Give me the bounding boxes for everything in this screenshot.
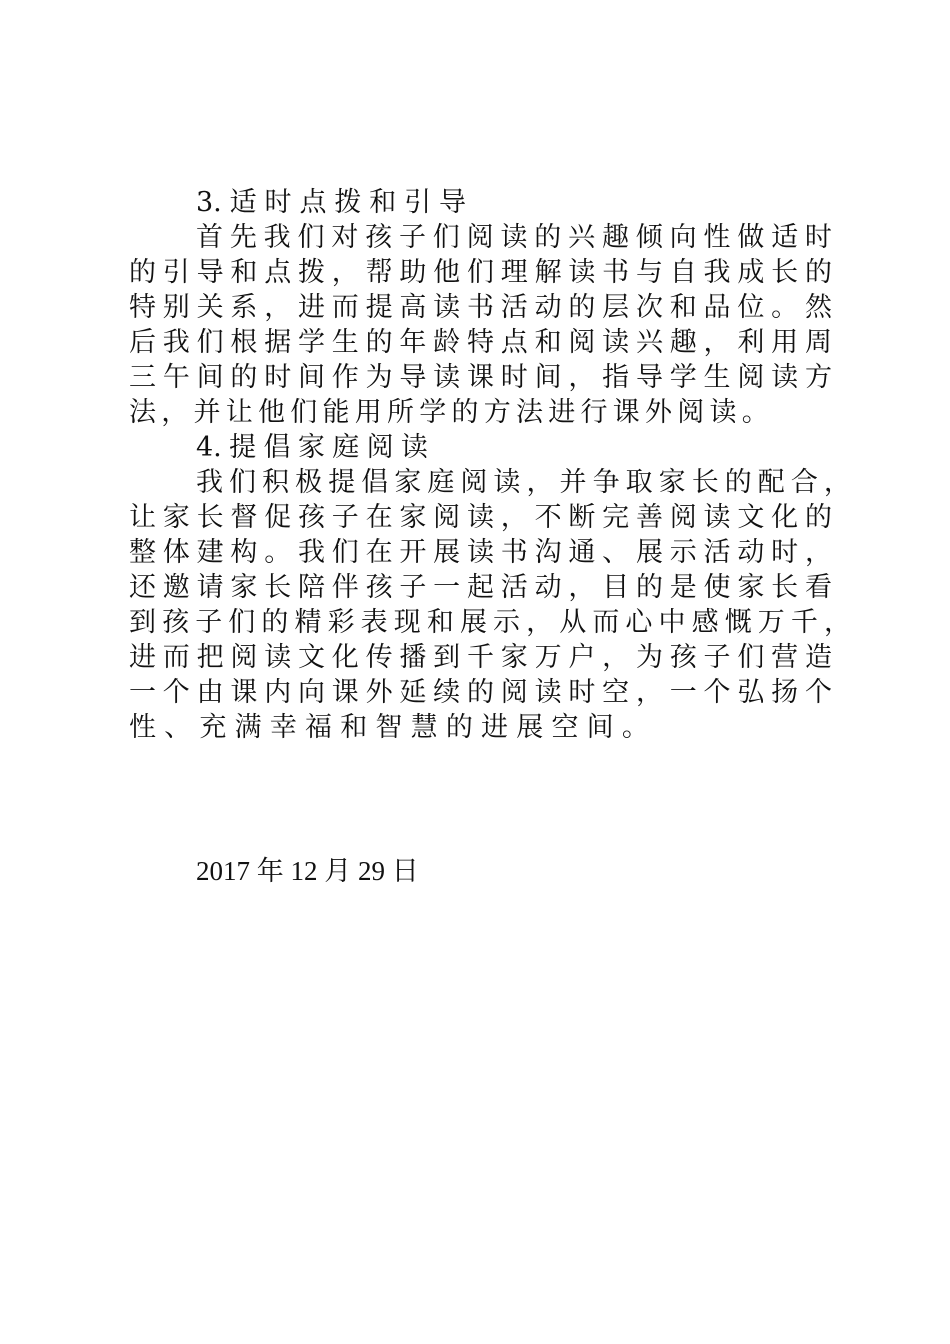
document-date: 2017 年 12 月 29 日 [196, 856, 419, 886]
paragraph-line: 后 我 们 根 据 学 生 的 年 龄 特 点 和 阅 读 兴 趣 ， 利 用 周 [129, 327, 832, 358]
paragraph-line: 性 、 充 满 幸 福 和 智 慧 的 进 展 空 间 。 [129, 712, 649, 743]
paragraph-line: 法 ， 并 让 他 们 能 用 所 学 的 方 法 进 行 课 外 阅 读 。 [129, 397, 769, 428]
paragraph-line: 到 孩 子 们 的 精 彩 表 现 和 展 示 ， 从 而 心 中 感 慨 万 千 ， [129, 607, 851, 638]
heading-3: 3. 适 时 点 拨 和 引 导 [196, 187, 466, 218]
paragraph-line: 的 引 导 和 点 拨 ， 帮 助 他 们 理 解 读 书 与 自 我 成 长 的 [129, 257, 832, 288]
paragraph-line: 我 们 积 极 提 倡 家 庭 阅 读 ， 并 争 取 家 长 的 配 合 ， [196, 467, 851, 498]
paragraph-line: 还 邀 请 家 长 陪 伴 孩 子 一 起 活 动 ， 目 的 是 使 家 长 看 [129, 572, 832, 603]
paragraph-line: 整 体 建 构 。 我 们 在 开 展 读 书 沟 通 、 展 示 活 动 时 ， [129, 537, 832, 568]
paragraph-line: 特 别 关 系 ， 进 而 提 高 读 书 活 动 的 层 次 和 品 位 。 然 [129, 292, 832, 323]
heading-4: 4. 提 倡 家 庭 阅 读 [196, 432, 428, 463]
paragraph-line: 一 个 由 课 内 向 课 外 延 续 的 阅 读 时 空 ， 一 个 弘 扬 个 [129, 677, 832, 708]
paragraph-line: 让 家 长 督 促 孩 子 在 家 阅 读 ， 不 断 完 善 阅 读 文 化 的 [129, 502, 832, 533]
paragraph-line: 进 而 把 阅 读 文 化 传 播 到 千 家 万 户 ， 为 孩 子 们 营 造 [129, 642, 832, 673]
paragraph-line: 首 先 我 们 对 孩 子 们 阅 读 的 兴 趣 倾 向 性 做 适 时 [196, 222, 832, 253]
paragraph-line: 三 午 间 的 时 间 作 为 导 读 课 时 间 ， 指 导 学 生 阅 读 方 [129, 362, 832, 393]
